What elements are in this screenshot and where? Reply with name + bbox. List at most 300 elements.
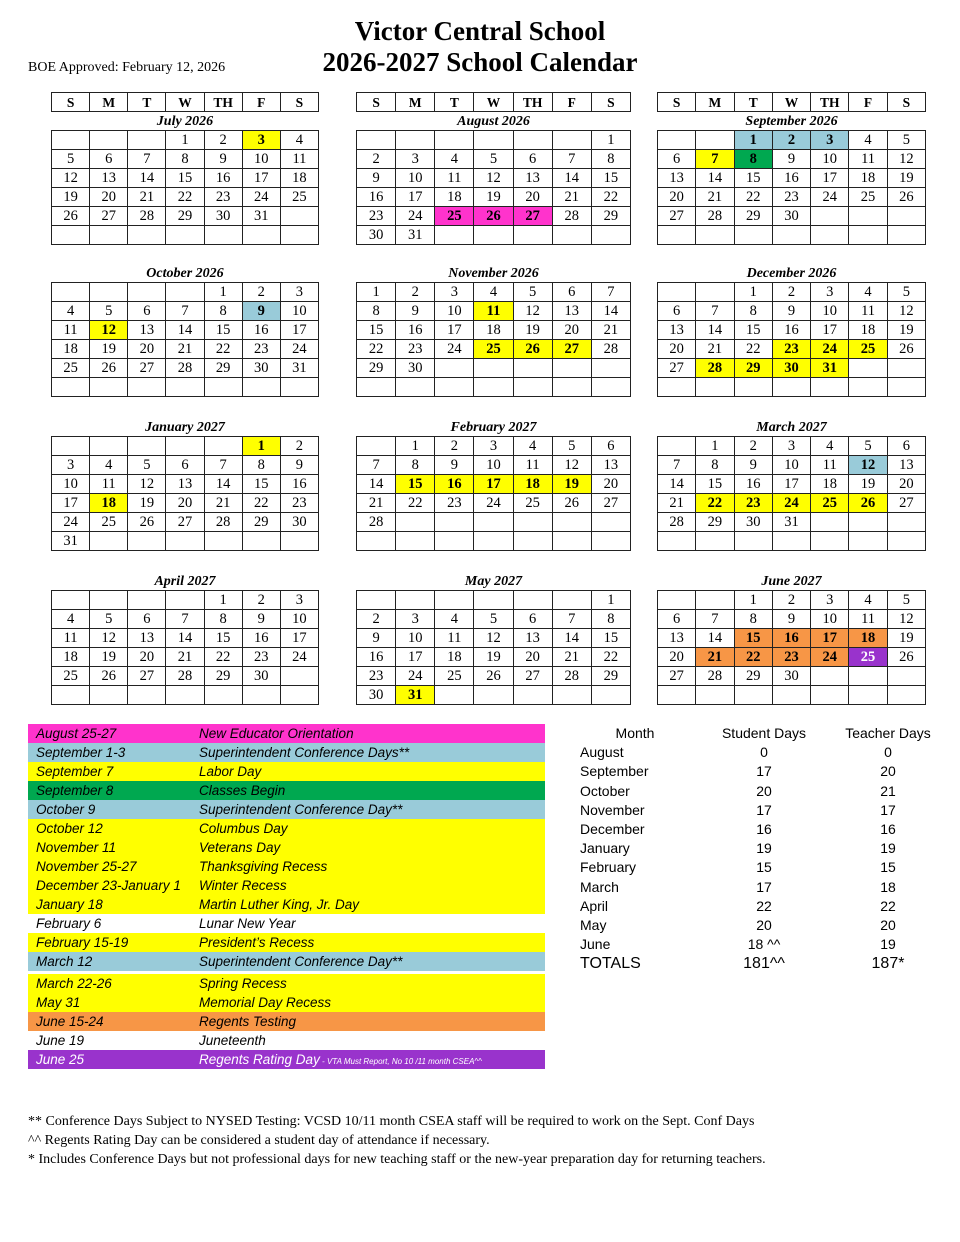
empty-cell — [811, 532, 849, 551]
day-cell: 28 — [128, 207, 166, 226]
day-cell: 5 — [887, 591, 925, 610]
empty-cell — [166, 437, 204, 456]
summary-month: November — [580, 801, 645, 818]
legend-event — [199, 819, 545, 838]
day-cell: 30 — [734, 513, 772, 532]
day-cell: 30 — [242, 359, 280, 378]
day-cell: 23 — [242, 648, 280, 667]
day-cell: 26 — [474, 667, 513, 686]
day-cell: 14 — [696, 629, 734, 648]
empty-cell — [280, 667, 318, 686]
day-cell: 2 — [734, 437, 772, 456]
empty-cell — [396, 378, 435, 397]
day-cell: 22 — [166, 188, 204, 207]
day-cell: 16 — [242, 629, 280, 648]
summary-month: March — [580, 878, 619, 895]
day-cell: 12 — [849, 456, 887, 475]
day-cell: 17 — [242, 169, 280, 188]
empty-cell — [52, 686, 90, 705]
day-cell: 2 — [242, 283, 280, 302]
empty-cell — [772, 378, 810, 397]
day-cell: 13 — [552, 302, 591, 321]
day-cell: 18 — [513, 475, 552, 494]
day-cell: 19 — [474, 648, 513, 667]
day-cell: 30 — [280, 513, 318, 532]
legend-event — [199, 1050, 545, 1069]
day-cell: 11 — [52, 629, 90, 648]
day-cell: 21 — [357, 494, 396, 513]
legend-dates: September 1-3 — [36, 745, 126, 760]
day-cell: 14 — [696, 321, 734, 340]
day-cell: 3 — [396, 150, 435, 169]
legend-dates: November 11 — [36, 840, 117, 855]
day-cell: 18 — [811, 475, 849, 494]
summary-teacher: Teacher Days — [845, 725, 931, 741]
day-cell: 16 — [357, 188, 396, 207]
day-cell: 8 — [696, 456, 734, 475]
summary-row — [580, 839, 940, 858]
day-cell: 11 — [90, 475, 128, 494]
empty-cell — [849, 226, 887, 245]
day-cell: 27 — [128, 667, 166, 686]
legend-dates: October 9 — [36, 802, 96, 817]
month-calendar — [51, 572, 319, 705]
day-cell: 17 — [435, 321, 474, 340]
day-cell: 7 — [204, 456, 242, 475]
legend-event-name: Superintendent Conference Days** — [199, 745, 410, 760]
empty-cell — [90, 532, 128, 551]
empty-cell — [552, 513, 591, 532]
day-cell: 22 — [734, 188, 772, 207]
footnote-totals: * Includes Conference Days but not professional days for new teaching staff or the new-year preparation day for returning teachers. — [28, 1152, 766, 1167]
day-cell: 25 — [280, 188, 318, 207]
legend-dates: February 15-19 — [36, 935, 129, 950]
day-cell: 12 — [552, 456, 591, 475]
empty-cell — [280, 378, 318, 397]
weekday-header: T — [128, 93, 166, 112]
empty-cell — [357, 131, 396, 150]
summary-teacher: 19 — [880, 936, 896, 953]
legend-event — [199, 743, 545, 762]
empty-cell — [591, 686, 630, 705]
legend-row — [28, 743, 545, 762]
day-cell: 14 — [166, 321, 204, 340]
summary-student: 20 — [756, 782, 772, 799]
day-cell: 30 — [772, 207, 810, 226]
legend-event — [199, 724, 545, 743]
day-cell: 7 — [696, 610, 734, 629]
empty-cell — [435, 226, 474, 245]
empty-cell — [658, 437, 696, 456]
day-cell: 23 — [734, 494, 772, 513]
empty-cell — [52, 378, 90, 397]
empty-cell — [52, 226, 90, 245]
summary-month: August — [580, 744, 624, 761]
legend-dates: June 15-24 — [36, 1014, 104, 1029]
empty-cell — [474, 513, 513, 532]
empty-cell — [90, 131, 128, 150]
empty-cell — [772, 226, 810, 245]
day-cell: 16 — [772, 629, 810, 648]
empty-cell — [474, 591, 513, 610]
empty-cell — [887, 359, 925, 378]
empty-cell — [658, 283, 696, 302]
day-cell: 14 — [696, 169, 734, 188]
day-cell: 1 — [166, 131, 204, 150]
empty-cell — [90, 283, 128, 302]
day-cell: 28 — [204, 513, 242, 532]
day-cell: 10 — [811, 610, 849, 629]
day-cell: 6 — [887, 437, 925, 456]
day-cell: 4 — [513, 437, 552, 456]
empty-cell — [849, 532, 887, 551]
day-cell: 20 — [128, 340, 166, 359]
empty-cell — [128, 532, 166, 551]
day-cell: 4 — [811, 437, 849, 456]
day-cell: 13 — [166, 475, 204, 494]
day-cell: 4 — [90, 456, 128, 475]
day-cell: 27 — [658, 207, 696, 226]
day-cell: 2 — [772, 131, 810, 150]
day-cell: 16 — [204, 169, 242, 188]
day-cell: 3 — [811, 283, 849, 302]
legend-dates: August 25-27 — [36, 726, 117, 741]
day-cell: 22 — [734, 648, 772, 667]
legend-event-name: Winter Recess — [199, 878, 287, 893]
day-cell: 24 — [811, 188, 849, 207]
legend-event-name: Thanksgiving Recess — [199, 859, 328, 874]
day-cell: 1 — [734, 131, 772, 150]
day-cell: 20 — [513, 648, 552, 667]
empty-cell — [166, 378, 204, 397]
legend-dates: June 19 — [36, 1033, 85, 1048]
empty-cell — [166, 226, 204, 245]
day-cell: 12 — [90, 321, 128, 340]
empty-cell — [128, 283, 166, 302]
legend-dates: February 6 — [36, 916, 102, 931]
day-cell: 29 — [734, 667, 772, 686]
day-cell: 16 — [772, 321, 810, 340]
summary-student: 19 — [756, 840, 772, 857]
empty-cell — [887, 378, 925, 397]
empty-cell — [658, 532, 696, 551]
day-cell: 15 — [204, 321, 242, 340]
legend-event — [199, 876, 545, 895]
day-cell: 30 — [204, 207, 242, 226]
day-cell: 2 — [357, 610, 396, 629]
day-cell: 17 — [280, 629, 318, 648]
day-cell: 21 — [166, 340, 204, 359]
day-cell: 5 — [887, 131, 925, 150]
day-cell: 12 — [474, 169, 513, 188]
day-cell: 22 — [734, 340, 772, 359]
day-cell: 13 — [658, 321, 696, 340]
day-cell: 18 — [849, 169, 887, 188]
day-cell: 8 — [242, 456, 280, 475]
day-cell: 26 — [90, 359, 128, 378]
summary-student: 0 — [760, 744, 768, 761]
weekday-header: M — [696, 93, 734, 112]
empty-cell — [658, 226, 696, 245]
day-cell: 1 — [357, 283, 396, 302]
empty-cell — [696, 591, 734, 610]
day-cell: 13 — [90, 169, 128, 188]
summary-student: 17 — [756, 878, 772, 895]
empty-cell — [52, 131, 90, 150]
day-cell: 1 — [396, 437, 435, 456]
month-title: September 2026 — [745, 113, 838, 129]
legend-row — [28, 800, 545, 819]
day-cell: 3 — [811, 131, 849, 150]
day-cell: 3 — [435, 283, 474, 302]
empty-cell — [204, 378, 242, 397]
day-cell: 30 — [357, 686, 396, 705]
day-cell: 22 — [696, 494, 734, 513]
empty-cell — [734, 686, 772, 705]
day-cell: 17 — [811, 321, 849, 340]
day-cell: 29 — [204, 359, 242, 378]
day-cell: 29 — [166, 207, 204, 226]
day-cell: 26 — [474, 207, 513, 226]
day-cell: 9 — [772, 150, 810, 169]
day-cell: 29 — [242, 513, 280, 532]
legend-dates: January 18 — [36, 897, 103, 912]
summary-student: 15 — [756, 859, 772, 876]
day-cell: 21 — [166, 648, 204, 667]
day-cell: 27 — [591, 494, 630, 513]
day-cell: 26 — [513, 340, 552, 359]
summary-teacher: 15 — [880, 859, 896, 876]
empty-cell — [811, 226, 849, 245]
day-cell: 6 — [591, 437, 630, 456]
weekday-header: T — [435, 93, 474, 112]
day-cell: 2 — [204, 131, 242, 150]
day-cell: 22 — [591, 648, 630, 667]
legend-event — [199, 952, 545, 971]
day-cell: 26 — [887, 188, 925, 207]
day-cell: 4 — [849, 131, 887, 150]
legend-event-name: Veterans Day — [199, 840, 281, 855]
empty-cell — [204, 532, 242, 551]
weekday-header: TH — [204, 93, 242, 112]
day-cell: 10 — [242, 150, 280, 169]
month-calendar — [51, 264, 319, 397]
day-cell: 21 — [658, 494, 696, 513]
day-cell: 25 — [52, 359, 90, 378]
day-cell: 30 — [242, 667, 280, 686]
month-title: February 2027 — [450, 419, 537, 435]
legend-row — [28, 974, 545, 993]
summary-row — [580, 897, 940, 916]
empty-cell — [52, 591, 90, 610]
day-cell: 5 — [513, 283, 552, 302]
legend-row — [28, 993, 545, 1012]
day-cell: 5 — [849, 437, 887, 456]
day-cell: 9 — [772, 610, 810, 629]
empty-cell — [166, 283, 204, 302]
month-calendar — [51, 418, 319, 551]
day-cell: 19 — [474, 188, 513, 207]
day-cell: 11 — [849, 302, 887, 321]
day-cell: 12 — [90, 629, 128, 648]
day-cell: 2 — [242, 591, 280, 610]
weekday-header: S — [887, 93, 925, 112]
day-cell: 14 — [658, 475, 696, 494]
day-cell: 8 — [591, 610, 630, 629]
empty-cell — [242, 378, 280, 397]
month-title: December 2026 — [746, 265, 837, 281]
day-cell: 22 — [396, 494, 435, 513]
empty-cell — [658, 131, 696, 150]
empty-cell — [474, 532, 513, 551]
day-cell: 2 — [772, 591, 810, 610]
day-cell: 30 — [772, 359, 810, 378]
day-cell: 14 — [552, 629, 591, 648]
empty-cell — [658, 378, 696, 397]
empty-cell — [591, 532, 630, 551]
empty-cell — [435, 532, 474, 551]
legend-dates: September 8 — [36, 783, 114, 798]
day-cell: 15 — [591, 169, 630, 188]
empty-cell — [166, 532, 204, 551]
day-cell: 3 — [242, 131, 280, 150]
day-cell: 27 — [887, 494, 925, 513]
day-cell: 8 — [734, 610, 772, 629]
day-cell: 25 — [435, 667, 474, 686]
empty-cell — [696, 283, 734, 302]
day-cell: 25 — [474, 340, 513, 359]
summary-teacher: 16 — [880, 820, 896, 837]
day-cell: 25 — [435, 207, 474, 226]
day-cell: 14 — [591, 302, 630, 321]
summary-month: Month — [615, 725, 655, 741]
day-cell: 25 — [849, 340, 887, 359]
empty-cell — [552, 226, 591, 245]
day-cell: 6 — [166, 456, 204, 475]
month-calendar — [657, 418, 926, 551]
day-cell: 7 — [658, 456, 696, 475]
day-cell: 3 — [396, 610, 435, 629]
legend-row — [28, 1031, 545, 1050]
day-cell: 28 — [552, 667, 591, 686]
day-cell: 23 — [772, 340, 810, 359]
day-cell: 9 — [772, 302, 810, 321]
day-cell: 15 — [591, 629, 630, 648]
day-cell: 6 — [552, 283, 591, 302]
legend-note: - VTA Must Report, No 10 /11 month CSEA^^ — [319, 1057, 482, 1066]
day-cell: 28 — [696, 207, 734, 226]
day-cell: 17 — [52, 494, 90, 513]
empty-cell — [849, 513, 887, 532]
empty-cell — [396, 513, 435, 532]
legend-dates: September 7 — [36, 764, 114, 779]
empty-cell — [591, 226, 630, 245]
day-cell: 23 — [204, 188, 242, 207]
empty-cell — [552, 131, 591, 150]
month-calendar — [657, 264, 926, 397]
day-cell: 13 — [591, 456, 630, 475]
day-cell: 17 — [474, 475, 513, 494]
boe-approval-date: BOE Approved: February 12, 2026 — [28, 60, 226, 75]
empty-cell — [128, 591, 166, 610]
day-cell: 19 — [513, 321, 552, 340]
summary-teacher: 18 — [880, 878, 896, 895]
day-cell: 15 — [204, 629, 242, 648]
day-cell: 9 — [242, 610, 280, 629]
day-cell: 5 — [128, 456, 166, 475]
day-cell: 24 — [811, 648, 849, 667]
legend-row — [28, 895, 545, 914]
empty-cell — [357, 591, 396, 610]
day-cell: 29 — [696, 513, 734, 532]
empty-cell — [887, 667, 925, 686]
day-cell: 30 — [396, 359, 435, 378]
legend-event — [199, 838, 545, 857]
legend-row — [28, 781, 545, 800]
day-cell: 10 — [396, 169, 435, 188]
weekday-header: T — [734, 93, 772, 112]
day-cell: 24 — [772, 494, 810, 513]
day-cell: 28 — [552, 207, 591, 226]
empty-cell — [128, 131, 166, 150]
day-cell: 9 — [204, 150, 242, 169]
day-cell: 6 — [513, 610, 552, 629]
day-cell: 6 — [658, 302, 696, 321]
day-cell: 29 — [591, 207, 630, 226]
day-cell: 8 — [166, 150, 204, 169]
day-cell: 11 — [280, 150, 318, 169]
day-cell: 1 — [696, 437, 734, 456]
day-cell: 26 — [887, 648, 925, 667]
day-cell: 28 — [696, 359, 734, 378]
empty-cell — [591, 359, 630, 378]
day-cell: 20 — [552, 321, 591, 340]
month-calendar — [657, 92, 926, 245]
day-cell: 5 — [90, 302, 128, 321]
day-cell: 10 — [280, 610, 318, 629]
summary-row — [580, 820, 940, 839]
day-cell: 25 — [849, 188, 887, 207]
day-cell: 2 — [280, 437, 318, 456]
legend-dates: March 22-26 — [36, 976, 112, 991]
legend-row — [28, 933, 545, 952]
empty-cell — [474, 686, 513, 705]
day-cell: 14 — [166, 629, 204, 648]
empty-cell — [166, 686, 204, 705]
day-cell: 26 — [552, 494, 591, 513]
day-cell: 13 — [887, 456, 925, 475]
day-cell: 25 — [849, 648, 887, 667]
empty-cell — [90, 378, 128, 397]
day-cell: 15 — [242, 475, 280, 494]
legend-row — [28, 876, 545, 895]
day-cell: 23 — [435, 494, 474, 513]
day-cell: 11 — [513, 456, 552, 475]
empty-cell — [513, 591, 552, 610]
legend-event — [199, 1012, 545, 1031]
empty-cell — [696, 226, 734, 245]
day-cell: 19 — [52, 188, 90, 207]
day-cell: 4 — [849, 591, 887, 610]
legend-event-name: New Educator Orientation — [199, 726, 354, 741]
empty-cell — [357, 378, 396, 397]
day-cell: 18 — [849, 629, 887, 648]
weekday-header: W — [772, 93, 810, 112]
summary-row — [580, 954, 940, 973]
day-cell: 31 — [52, 532, 90, 551]
day-cell: 18 — [849, 321, 887, 340]
day-cell: 15 — [734, 629, 772, 648]
